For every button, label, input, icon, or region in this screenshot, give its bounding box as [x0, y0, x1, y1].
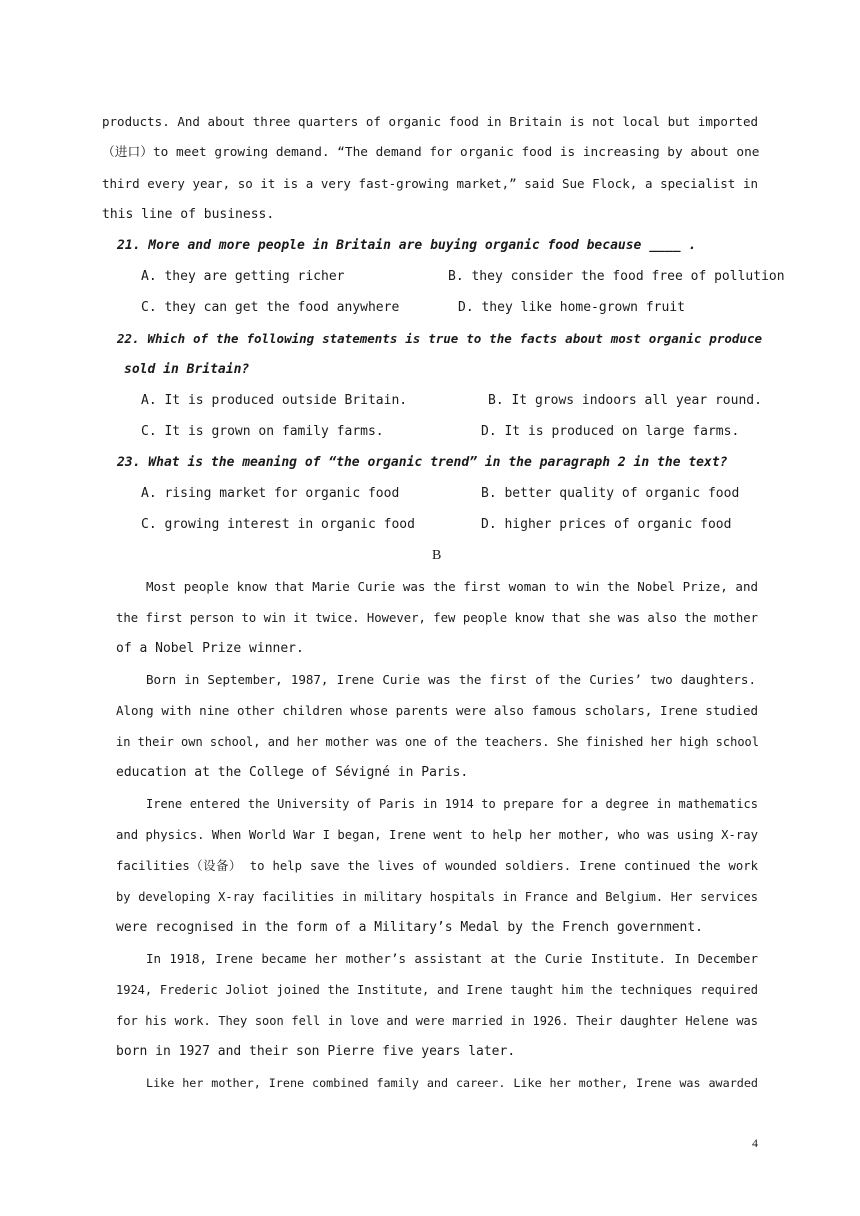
option-c: C. they can get the food anywhere [141, 300, 400, 315]
text-line: education at the College of Sévigné in Paris. [116, 765, 469, 780]
text-line: the first person to win it twice. However, few people know that she was also the mother [116, 611, 758, 625]
option-a: A. they are getting richer [141, 269, 345, 284]
text-line: facilities（设备） to help save the lives of wounded soldiers. Irene continued the work [116, 859, 758, 873]
option-b: B. better quality of organic food [481, 486, 740, 501]
text-line: for his work. They soon fell in love and were married in 1926. Their daughter Helene was [116, 1014, 758, 1028]
text-line: 1924, Frederic Joliot joined the Institute, and Irene taught him the techniques required [116, 983, 758, 997]
page-number: 4 [752, 1136, 758, 1150]
text-line: Most people know that Marie Curie was the first woman to win the Nobel Prize, and [146, 579, 758, 594]
text-line: Born in September, 1987, Irene Curie was the first of the Curies’ two daughters. [146, 672, 756, 687]
option-a: A. rising market for organic food [141, 486, 400, 501]
text-line: and physics. When World War I began, Irene went to help her mother, who was using X-ray [116, 828, 758, 842]
text-line: this line of business. [102, 207, 275, 222]
question-stem: 21. More and more people in Britain are buying organic food because ____ . [117, 238, 697, 253]
text-line: of a Nobel Prize winner. [116, 641, 304, 656]
question-stem: 22. Which of the following statements is true to the facts about most organic produce [117, 331, 762, 346]
option-d: D. It is produced on large farms. [481, 424, 740, 439]
option-b: B. they consider the food free of pollution [448, 269, 785, 284]
option-c: C. growing interest in organic food [141, 517, 415, 532]
question-stem-continued: sold in Britain? [124, 362, 250, 377]
text-line: （进口）to meet growing demand. “The demand for organic food is increasing by about one [102, 145, 760, 160]
text-line: products. And about three quarters of organic food in Britain is not local but imported [102, 114, 758, 129]
text-line: Irene entered the University of Paris in 1914 to prepare for a degree in mathematics [146, 797, 758, 811]
option-a: A. It is produced outside Britain. [141, 393, 408, 408]
option-b: B. It grows indoors all year round. [488, 393, 762, 408]
option-d: D. higher prices of organic food [481, 517, 732, 532]
option-d: D. they like home-grown fruit [458, 300, 685, 315]
question-stem: 23. What is the meaning of “the organic trend” in the paragraph 2 in the text? [117, 455, 728, 470]
option-c: C. It is grown on family farms. [141, 424, 384, 439]
text-line: were recognised in the form of a Military’s Medal by the French government. [116, 920, 703, 935]
text-line: born in 1927 and their son Pierre five years later. [116, 1044, 516, 1059]
text-line: In 1918, Irene became her mother’s assistant at the Curie Institute. In December [146, 951, 758, 966]
section-heading: B [432, 548, 442, 563]
text-line: third every year, so it is a very fast-growing market,” said Sue Flock, a specialist in [102, 176, 758, 191]
text-line: Like her mother, Irene combined family and career. Like her mother, Irene was awarded [146, 1076, 758, 1090]
text-line: Along with nine other children whose parents were also famous scholars, Irene studied [116, 703, 758, 718]
text-line: in their own school, and her mother was one of the teachers. She finished her high school [116, 735, 759, 749]
text-line: by developing X-ray facilities in military hospitals in France and Belgium. Her services [116, 890, 758, 904]
